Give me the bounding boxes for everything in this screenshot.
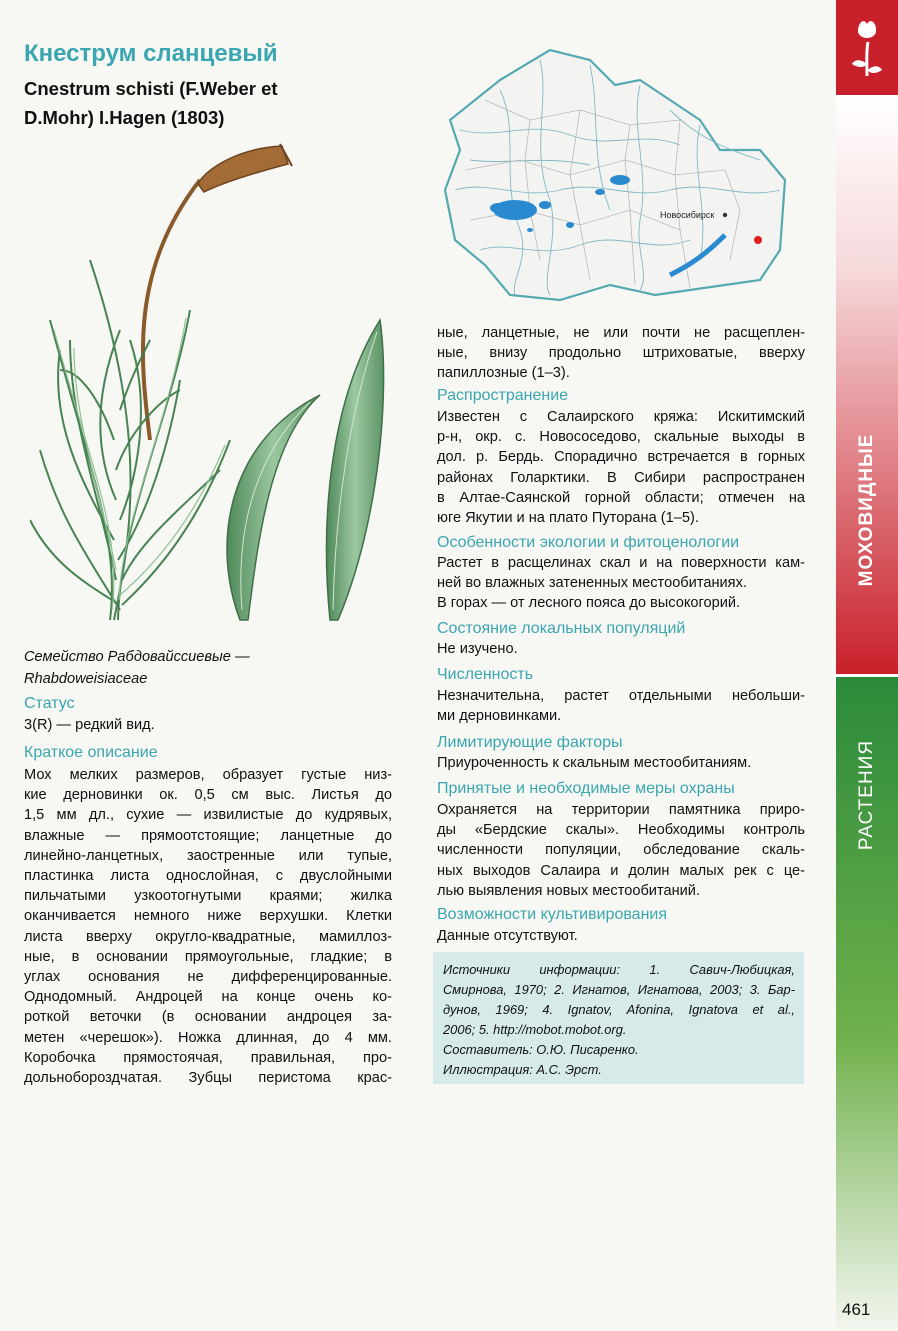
flower-logo-icon bbox=[850, 14, 884, 84]
protection-line: ды «Бердские скалы». Необходимы контроль bbox=[437, 822, 805, 839]
description-heading: Краткое описание bbox=[24, 744, 158, 761]
description-line: метен «черешок»). Ножка длинная, до 4 мм. bbox=[24, 1029, 392, 1046]
species-latin-name bbox=[24, 74, 334, 132]
description-line: кие дерновинки ок. 0,5 см выс. Листья до bbox=[24, 787, 392, 804]
description-line: углах основания не дифференцированные. bbox=[24, 969, 392, 986]
description-line: линейно-ланцетных, заостренные или тупые, bbox=[24, 847, 392, 864]
distribution-heading: Распространение bbox=[437, 387, 569, 404]
sidebar-category-band bbox=[836, 95, 898, 675]
cultivation-heading: Возможности культивирования bbox=[437, 906, 667, 923]
description-line: ные, в основании прямоугольные, гладкие; в bbox=[24, 948, 392, 965]
sidebar-section-label: РАСТЕНИЯ bbox=[856, 739, 877, 851]
protection-text bbox=[437, 800, 805, 901]
sources-line: 2006; 5. http://mobot.mobot.org. bbox=[443, 1022, 627, 1037]
description-text bbox=[24, 765, 392, 1088]
distribution-line: р-н, окр. с. Новососедово, скальные выходы в bbox=[437, 429, 805, 446]
abundance-heading: Численность bbox=[437, 666, 534, 683]
page-number: 461 bbox=[842, 1300, 871, 1319]
sources-box bbox=[433, 952, 804, 1084]
abundance-line: ми дерновинками. bbox=[437, 708, 562, 725]
distribution-line: районах Голарктики. В Сибири распространен bbox=[437, 469, 805, 486]
latin-name-line: D.Mohr) I.Hagen (1803) bbox=[24, 107, 225, 128]
sources-line: Смирнова, 1970; 2. Игнатов, Игнатова, 2003; 3. Бар- bbox=[443, 982, 795, 997]
ecology-line: Растет в расщелинах скал и на поверхности кам- bbox=[437, 555, 805, 571]
protection-line: лью выявления новых местообитаний. bbox=[437, 882, 701, 899]
description-line: пильчатыми узкоотогнутыми краями; жилка bbox=[24, 888, 392, 905]
populations-heading: Состояние локальных популяций bbox=[437, 620, 686, 637]
description-line: Коробочка прямостоячая, правильная, про- bbox=[24, 1049, 392, 1066]
description-line: листа вверху округло-квадратные, мамиллоз- bbox=[24, 928, 392, 945]
distribution-line: юге Якутии и на плато Путорана (1–5). bbox=[437, 510, 699, 527]
sources-text bbox=[443, 960, 795, 1080]
limiting-heading: Лимитирующие факторы bbox=[437, 734, 623, 751]
family-line: Rhabdoweisiaceae bbox=[24, 671, 148, 687]
description-continued bbox=[437, 323, 805, 384]
protection-line: ных выходов Салаира и долин малых рек с це- bbox=[437, 862, 805, 879]
status-heading: Статус bbox=[24, 695, 75, 712]
family-line: Семейство Рабдовайссиевые — bbox=[24, 649, 250, 665]
sidebar-header bbox=[836, 0, 898, 95]
description-line: дольнобороздчатая. Зубцы перистома крас- bbox=[24, 1070, 392, 1087]
distribution-text bbox=[437, 407, 805, 528]
populations-text: Не изучено. bbox=[437, 641, 518, 657]
sidebar-category-label: МОХОВИДНЫЕ bbox=[856, 433, 877, 587]
ecology-text bbox=[437, 553, 805, 614]
description-line: ные, внизу продольно штриховатые, вверху bbox=[437, 345, 805, 362]
limiting-text: Приуроченность к скальным местообитаниям. bbox=[437, 755, 752, 771]
distribution-line: дол. р. Бердь. Спорадично встречается в горных bbox=[437, 449, 805, 466]
sources-line: дунов, 1969; 4. Ignatov, Afonina, Ignatova et al., bbox=[443, 1002, 795, 1017]
illustrator-credit: Иллюстрация: А.С. Эрст. bbox=[443, 1062, 602, 1077]
ecology-line: ней во влажных затененных местообитаниях. bbox=[437, 575, 747, 592]
description-line: папиллозные (1–3). bbox=[437, 365, 570, 382]
distribution-line: в Алтае-Саянской горной области; отмечен на bbox=[437, 489, 805, 506]
moss-illustration bbox=[30, 140, 410, 640]
ecology-heading: Особенности экологии и фитоценологии bbox=[437, 534, 740, 551]
description-line: Мох мелких размеров, образует густые низ- bbox=[24, 767, 392, 783]
description-line: влажные — прямоотстоящие; ланцетные до bbox=[24, 827, 392, 844]
protection-line: Охраняется на территории памятника приро- bbox=[437, 802, 805, 818]
description-line: оканчивается немного ниже верхушки. Клетки bbox=[24, 908, 392, 925]
species-title: Кнеструм сланцевый bbox=[24, 40, 278, 67]
compiler-credit: Составитель: О.Ю. Писаренко. bbox=[443, 1042, 639, 1057]
cultivation-text: Данные отсутствуют. bbox=[437, 928, 578, 944]
description-line: ные, ланцетные, не или почти не расщеплен- bbox=[437, 325, 805, 341]
protection-heading: Принятые и необходимые меры охраны bbox=[437, 780, 735, 797]
distribution-line: Известен с Салаирского кряжа: Искитимский bbox=[437, 409, 805, 425]
sidebar-divider bbox=[836, 674, 898, 677]
family-name bbox=[24, 646, 250, 690]
description-line: роткой веточки (в основании андроцея за- bbox=[24, 1009, 392, 1026]
sources-line: Источники информации: 1. Савич-Любицкая, bbox=[443, 962, 795, 977]
latin-name-line: Cnestrum schisti (F.Weber et bbox=[24, 78, 278, 99]
distribution-map bbox=[440, 40, 805, 320]
city-marker-icon bbox=[723, 213, 727, 217]
abundance-line: Незначительна, растет отдельными небольши- bbox=[437, 688, 805, 704]
status-text: 3(R) — редкий вид. bbox=[24, 717, 155, 733]
abundance-text bbox=[437, 686, 805, 726]
ecology-line: В горах — от лесного пояса до высокогорий. bbox=[437, 595, 741, 612]
description-line: 1,5 мм дл., сухие — извилистые до кудрявых, bbox=[24, 807, 392, 824]
map-city-label: Новосибирск bbox=[660, 210, 715, 220]
protection-line: численности популяции, обследование скаль- bbox=[437, 842, 805, 859]
description-line: пластинка листа однослойная, с двуслойными bbox=[24, 868, 392, 885]
species-location-marker-icon bbox=[754, 236, 762, 244]
description-line: Однодомный. Андроцей на конце очень ко- bbox=[24, 989, 392, 1006]
